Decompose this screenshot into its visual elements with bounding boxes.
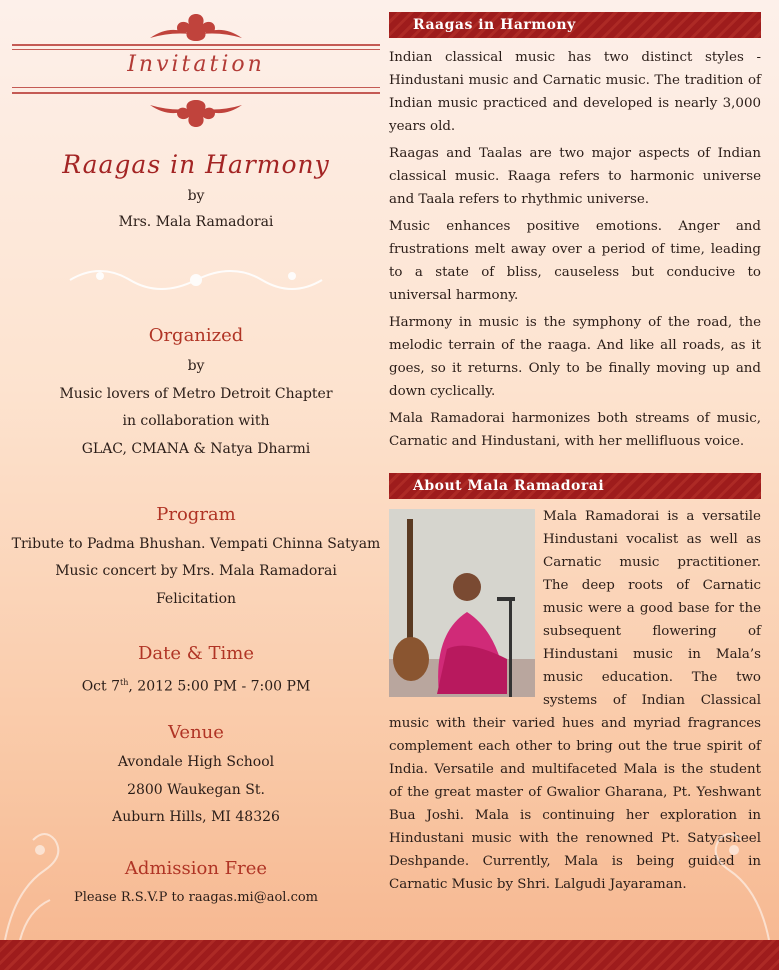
- admission-heading: Admission Free: [124, 858, 268, 879]
- datetime-suffix: th: [120, 678, 129, 687]
- program-heading: Program: [156, 504, 236, 525]
- organized-line2: in collaboration with: [122, 413, 270, 429]
- datetime-date: Oct 7: [81, 678, 121, 695]
- section1-paragraph-2: Raagas and Taalas are two major aspects of Indian classical music. Raaga refers to harmonic universe and Taala refers to rhythmic universe.: [389, 146, 761, 207]
- right-column: [389, 0, 761, 940]
- program-item-1: Tribute to Padma Bhushan. Vempati Chinna Satyam: [11, 536, 381, 552]
- section1-paragraph-3: Music enhances positive emotions. Anger and frustrations melt away over a period of time, leading to a state of bliss, causeless but conducive to universal harmony.: [389, 219, 761, 303]
- bottom-rule-thin: [12, 87, 380, 88]
- bottom-ornament-icon: [0, 94, 392, 134]
- datetime-rest: , 2012 5:00 PM - 7:00 PM: [128, 678, 311, 695]
- section1-paragraph-4: Harmony in music is the symphony of the road, the melodic terrain of the raaga. And like all roads, as it goes, so it returns. Only to be finally moving up and down cyclically.: [389, 315, 761, 399]
- program-item-3: Felicitation: [155, 591, 237, 607]
- venue-heading: Venue: [168, 722, 224, 743]
- left-column: [0, 0, 392, 940]
- top-rule-thin: [12, 49, 380, 50]
- top-ornament-icon: [0, 8, 392, 48]
- right-swirl-icon: [694, 800, 774, 940]
- organized-line3: GLAC, CMANA & Natya Dharmi: [81, 441, 311, 457]
- presenter-name: Mrs. Mala Ramadorai: [118, 214, 274, 230]
- organized-by: by: [187, 358, 205, 374]
- organized-heading: Organized: [148, 325, 244, 346]
- top-rule: [12, 44, 380, 46]
- rsvp-line: Please R.S.V.P to raagas.mi@aol.com: [73, 890, 319, 905]
- section1-paragraph-1: Indian classical music has two distinct styles - Hindustani music and Carnatic music. The tradition of Indian music practiced and developed is nearly 3,000 years old.: [389, 50, 761, 134]
- floral-divider-icon: [60, 262, 332, 298]
- event-title: Raagas in Harmony: [62, 150, 330, 179]
- invitation-header: Invitation: [127, 52, 265, 77]
- section1-heading: Raagas in Harmony: [389, 12, 761, 38]
- datetime-heading: Date & Time: [138, 643, 254, 664]
- organized-line1: Music lovers of Metro Detroit Chapter: [59, 386, 333, 402]
- artist-photo: [389, 509, 535, 697]
- program-item-2: Music concert by Mrs. Mala Ramadorai: [55, 563, 337, 579]
- datetime-value: [0, 669, 392, 701]
- section2-heading: About Mala Ramadorai: [389, 473, 761, 499]
- section1-paragraph-5: Mala Ramadorai harmonizes both streams of music, Carnatic and Hindustani, with her mellifluous voice.: [389, 411, 761, 449]
- corner-swirl-icon: [0, 790, 80, 940]
- bottom-band: [0, 940, 779, 970]
- venue-city: Auburn Hills, MI 48326: [112, 809, 280, 825]
- by-label: by: [187, 188, 205, 204]
- venue-street: 2800 Waukegan St.: [127, 782, 265, 798]
- venue-name: Avondale High School: [117, 754, 275, 770]
- section2-bio: Mala Ramadorai is a versatile Hindustani vocalist as well as Carnatic music practitioner. The deep roots of Carnatic music were a good base for the subsequent flowering of Hindustani music in Mala’s music education. The two systems of Indian Classical music with their varied hues and myriad fragrances complement each other to bring out the true spirit of India. Versatile and multifaceted Mala is the student of the great master of Gwalior Gharana, Pt. Yeshwant Bua Joshi. Mala is continuing her exploration in Hindustani music with the renowned Pt. Satyasheel Deshpande. Currently, Mala is being guided in Carnatic Music by Shri. Lalgudi Jayaraman.: [389, 509, 761, 892]
